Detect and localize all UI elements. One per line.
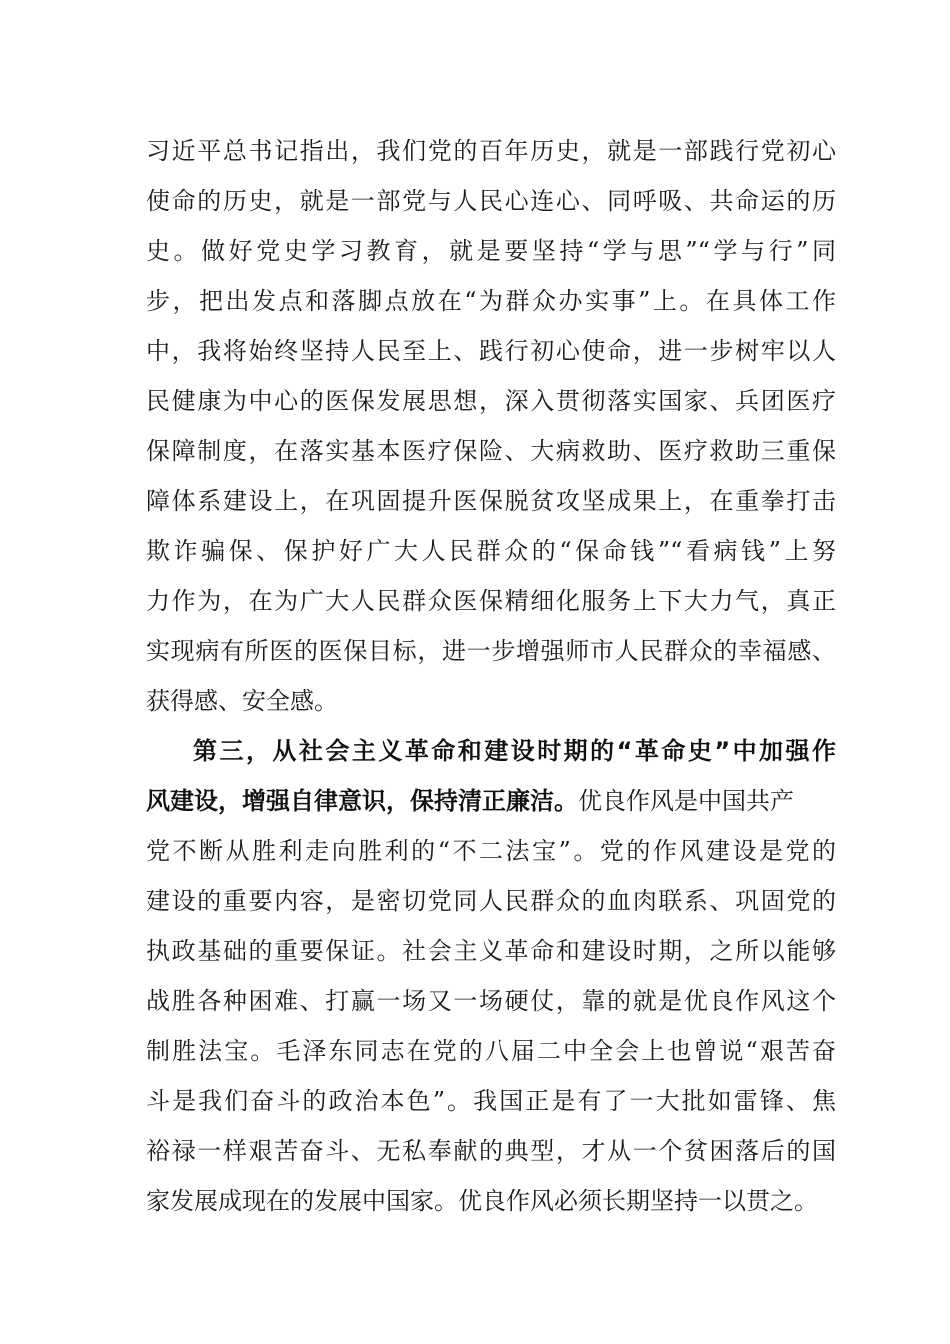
paragraph-line: 欺诈骗保、保护好广大人民群众的“保命钱”“看病钱”上努: [146, 537, 836, 565]
paragraph-line: 获得感、安全感。: [146, 687, 338, 715]
paragraph-line: 习近平总书记指出，我们党的百年历史，就是一部践行党初心: [146, 137, 836, 165]
paragraph-line: 执政基础的重要保证。社会主义革命和建设时期，之所以能够: [146, 937, 836, 965]
paragraph-line: 家发展成现在的发展中国家。优良作风必须长期坚持一以贯之。: [146, 1187, 818, 1215]
paragraph-line: 实现病有所医的医保目标，进一步增强师市人民群众的幸福感、: [146, 637, 836, 665]
paragraph-line: 障体系建设上，在巩固提升医保脱贫攻坚成果上，在重拳打击: [146, 487, 836, 515]
paragraph-line: 建设的重要内容，是密切党同人民群众的血肉联系、巩固党的: [146, 887, 836, 915]
section-heading-line: 第三，从社会主义革命和建设时期的“革命史”中加强作: [193, 737, 836, 765]
paragraph-line: 中，我将始终坚持人民至上、践行初心使命，进一步树牢以人: [146, 337, 836, 365]
paragraph-line: 使命的历史，就是一部党与人民心连心、同呼吸、共命运的历: [146, 187, 836, 215]
section-heading-text: 风建设，增强自律意识，保持清正廉洁。: [146, 787, 578, 815]
paragraph-text: 优良作风是中国共产: [578, 787, 794, 815]
paragraph-line: 步，把出发点和落脚点放在“为群众办实事”上。在具体工作: [146, 287, 836, 315]
paragraph-line: 保障制度，在落实基本医疗保险、大病救助、医疗救助三重保: [146, 437, 836, 465]
paragraph-line: 裕禄一样艰苦奋斗、无私奉献的典型，才从一个贫困落后的国: [146, 1137, 836, 1165]
paragraph-line: 史。做好党史学习教育，就是要坚持“学与思”“学与行”同: [146, 237, 836, 265]
paragraph-line: 斗是我们奋斗的政治本色”。我国正是有了一大批如雷锋、焦: [146, 1087, 836, 1115]
paragraph-line: 战胜各种困难、打赢一场又一场硬仗，靠的就是优良作风这个: [146, 987, 836, 1015]
paragraph-line: 民健康为中心的医保发展思想，深入贯彻落实国家、兵团医疗: [146, 387, 836, 415]
paragraph-line: [146, 786, 836, 816]
paragraph-line: 党不断从胜利走向胜利的“不二法宝”。党的作风建设是党的: [146, 837, 836, 865]
paragraph-line: 力作为，在为广大人民群众医保精细化服务上下大力气，真正: [146, 587, 836, 615]
paragraph-line: 制胜法宝。毛泽东同志在党的八届二中全会上也曾说“艰苦奋: [146, 1037, 836, 1065]
